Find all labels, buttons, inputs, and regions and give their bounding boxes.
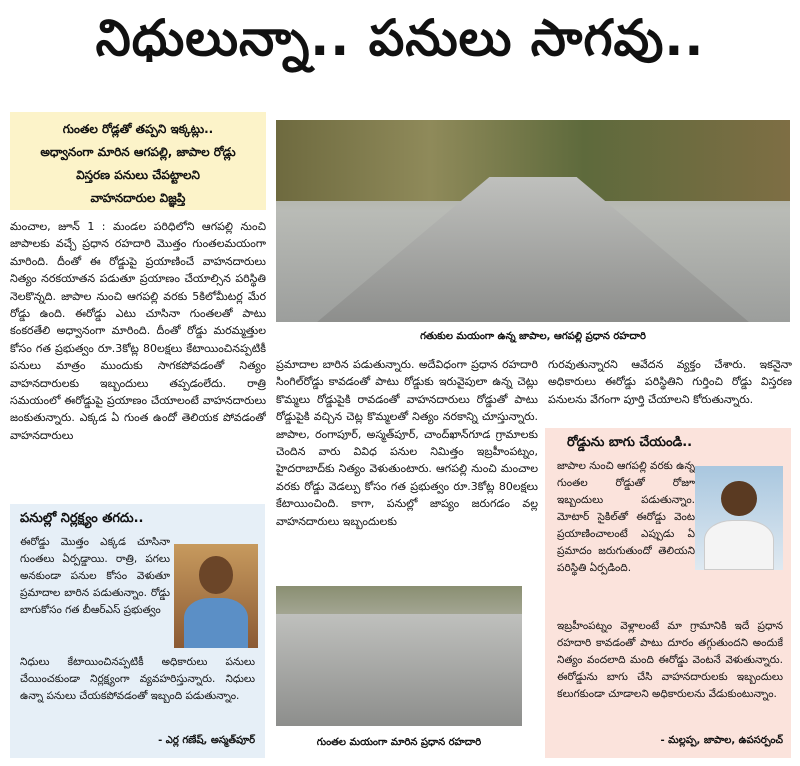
headline: నిధులున్నా.. పనులు సాగవు.. <box>95 9 705 67</box>
subheading-line: విస్తరణ పనులు చేపట్టాలని <box>76 168 200 182</box>
shirt-graphic <box>184 598 248 648</box>
portrait-photo <box>695 466 783 570</box>
article-column-1: మంచాల, జూన్ 1 : మండల పరిధిలోని ఆగపల్లి నుంచి జాపాలకు వచ్చే ప్రధాన రహదారి మొత్తం గుంతలమయంగా మారింది. దీంతో ఈ రోడ్డుపై ప్రయాణించే వాహనదారులు నిత్యం నరకయాతన పడుతూ ప్రయాణం చేయాల్సిన పరిస్థితి నెలకొన్నది. జాపాల నుంచి ఆగపల్లి వరకు 5కిలోమీటర్ల మేర రోడ్డు ఉంది. ఈరోడ్డు ఎటు చూసినా గుంతలతో పాటు కంకరతేలి అధ్వానంగా మారింది. దీంతో రోడ్డు మరమ్మత్తుల కోసం గత ప్రభుత్వం రూ.3కోట్ల 80లక్షలు కేటాయించినప్పటికీ పనులు మాత్రం ముందుకు సాగకపోవడంతో నిత్యం వాహనదారులకు ఇబ్బందులు తప్పడంలేదు. రాత్రి సమయంలో ఈరోడ్డుపై ప్రయాణం చేయాలంటే వాహనదారులు జంకుతున్నారు. ఎక్కడ ఏ గుంత ఉందో తెలియక పోవడంతో వాహనదారులు <box>10 220 266 442</box>
road-graphic <box>276 614 522 726</box>
sidebar-box-right <box>545 428 791 758</box>
shirt-graphic <box>704 520 774 570</box>
box-signature: - ఎర్ల గణేష్, అస్మత్‌పూర్ <box>158 735 255 746</box>
face-graphic <box>199 556 233 593</box>
box-text: ఈరోడ్డు మొత్తం ఎక్కడ చూసినా గుంతలు ఏర్పడ్డాయి. రాత్రి, పగలు అనకుండా పనుల కోసం వెళుతూ ప్రమాదాల బారిన పడుతున్నాం. రోడ్డు బాగుకోసం గత బీఆర్ఎస్ ప్రభుత్వం <box>20 536 170 616</box>
face-graphic <box>721 481 756 516</box>
article-column-2: ప్రమాదాల బారిన పడుతున్నారు. అదేవిధంగా ప్రధాన రహదారి సింగిల్‌రోడ్డు కావడంతో పాటు రోడ్డుకు ఇరువైపులా ఉన్న చెట్లు కొమ్మలు రోడ్డుపైకి రావడంతో వాహనదారులు రోడ్డుతో పాటు రోడ్డుపైకి వచ్చిన చెట్ల కొమ్మలతో నిత్యం నరకాన్ని చూస్తున్నారు. జాపాల, రంగాపూర్, అస్మత్‌పూర్, చాంద్‌ఖాన్‌గూడ గ్రామాలకు చెందిన వారు వివిధ పనుల నిమిత్తం ఇబ్రహీంపట్నం, హైదరాబాద్‌కు నిత్యం వెళుతుంటారు. ఆగపల్లి నుంచి మంచాల వరకు రోడ్డు వెడల్పు కోసం గత ప్రభుత్వం రూ.3కోట్ల 80లక్షలు కేటాయించింది. కాగా, పనుల్లో జాప్యం జరుగడం వల్ల వాహనదారులు ఇబ్బందులకు <box>276 358 538 528</box>
subheading-line: అధ్వానంగా మారిన ఆగపల్లి, జాపాల రోడ్లు <box>40 145 236 159</box>
subheading-line: వాహనదారుల విజ్ఞప్తి <box>90 191 186 205</box>
box-text: నిధులు కేటాయించినప్పటికీ అధికారులు పనులు చేయించకుండా నిర్లక్ష్యంగా వ్యవహరిస్తున్నారు. నిధులు ఉన్నా పనులు చేయకపోవడంతో ఇబ్బంది పడుతున్నాం. <box>20 656 255 702</box>
sidebar-box-left <box>10 504 265 758</box>
subheading-line: గుంతల రోడ్లతో తప్పని ఇక్కట్లు.. <box>62 122 214 136</box>
road-photo-bottom <box>276 586 522 726</box>
box-text: ఇబ్రహీంపట్నం వెళ్లాలంటే మా గ్రామానికి ఇదే ప్రధాన రహదారి కావడంతో పాటు దూరం తగ్గుతుందని అందుకే నిత్యం వందలాది మంది ఈరోడ్డు వెంటనే వెళుతున్నారు. ఈరోడ్డును బాగు చేసి వాహనదారులకు ఇబ్బందులు కలుగకుండా చూడాలని అధికారులను వేడుకుంటున్నాం. <box>557 620 783 700</box>
road-photo-top <box>276 120 790 322</box>
subheading-box <box>10 112 266 210</box>
photo-caption-bottom: గుంతల మయంగా మారిన ప్రధాన రహదారి <box>316 737 482 748</box>
box-title: పనుల్లో నిర్లక్ష్యం తగదు.. <box>20 511 144 526</box>
portrait-photo <box>174 544 258 648</box>
article-column-3: గురవుతున్నారని ఆవేదన వ్యక్తం చేశారు. ఇకనైనా అధికారులు ఈరోడ్డు పరిస్థితిని గుర్తించి రోడ్డు విస్తరణ పనులను వేగంగా పూర్తి చేయాలని కోరుతున్నారు. <box>548 358 792 406</box>
box-text: జాపాల నుంచి ఆగపల్లి వరకు ఉన్న గుంతల రోడ్డుతో రోజూ ఇబ్బందులు పడుతున్నాం. మోటార్ సైకిల్‌తో ఈరోడ్డు వెంట ప్రయాణించాలంటే ఎప్పుడు ఏ ప్రమాదం జరుగుతుందో తెలియని పరిస్థితి ఏర్పడింది. <box>557 460 695 574</box>
box-signature: - మల్లప్ప, జాపాల, ఉపసర్పంచ్ <box>660 735 783 746</box>
box-title: రోడ్డును బాగు చేయండి.. <box>567 435 693 450</box>
photo-caption-top: గతుకుల మయంగా ఉన్న జాపాల, ఆగపల్లి ప్రధాన రహదారి <box>420 331 646 342</box>
